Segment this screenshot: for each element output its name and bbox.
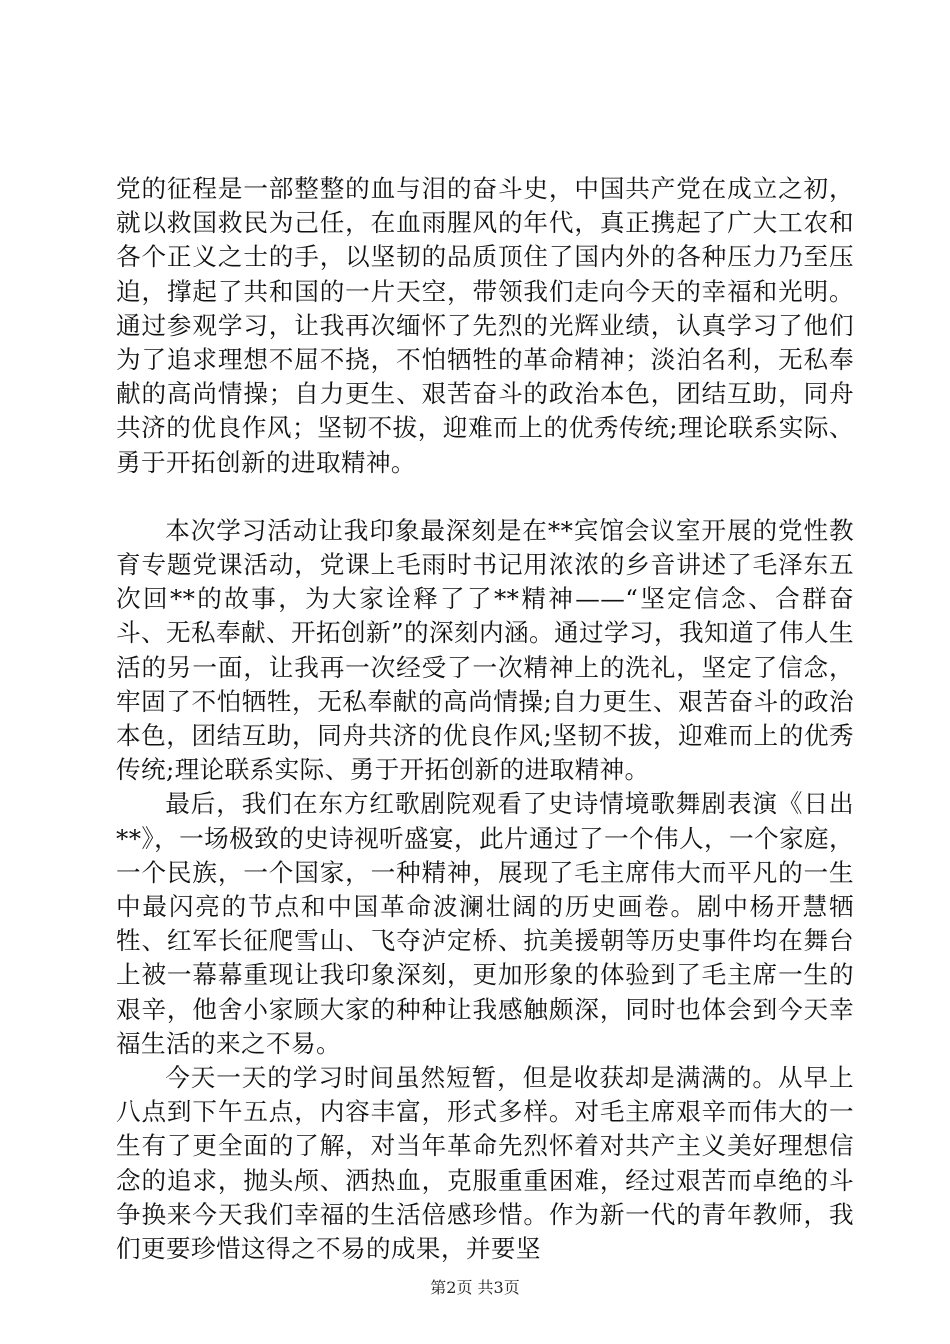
paragraph-3: 最后，我们在东方红歌剧院观看了史诗情境歌舞剧表演《日出**》，一场极致的史诗视听盛宴，此片通过了一个伟人，一个家庭，一个民族，一个国家，一种精神，展现了毛主席伟大而平凡的一生中最闪亮的节点和中国革命波澜壮阔的历史画卷。剧中杨开慧牺牲、红军长征爬雪山、飞夺泸定桥、抗美援朝等历史事件均在舞台上被一幕幕重现让我印象深刻，更加形象的体验到了毛主席一生的艰辛，他舍小家顾大家的种种让我感触颇深，同时也体会到今天幸福生活的来之不易。 xyxy=(116,789,854,1058)
paragraph-1: 党的征程是一部整整的血与泪的奋斗史，中国共产党在成立之初，就以救国救民为己任，在血雨腥风的年代，真正携起了广大工农和各个正义之士的手，以坚韧的品质顶住了国内外的各种压力乃至压迫，撑起了共和国的一片天空，带领我们走向今天的幸福和光明。通过参观学习，让我再次缅怀了先烈的光辉业绩，认真学习了他们为了追求理想不屈不挠，不怕牺牲的革命精神；淡泊名利，无私奉献的高尚情操；自力更生、艰苦奋斗的政治本色，团结互助，同舟共济的优良作风；坚韧不拔，迎难而上的优秀传统;理论联系实际、勇于开拓创新的进取精神。 xyxy=(116,174,854,477)
document-body xyxy=(116,172,854,1266)
paragraph-2: 本次学习活动让我印象最深刻是在**宾馆会议室开展的党性教育专题党课活动，党课上毛雨时书记用浓浓的乡音讲述了毛泽东五次回**的故事，为大家诠释了了**精神——“坚定信念、合群奋斗、无私奉献、开拓创新”的深刻内涵。通过学习，我知道了伟人生活的另一面，让我再一次经受了一次精神上的洗礼，坚定了信念，牢固了不怕牺牲，无私奉献的高尚情操;自力更生、艰苦奋斗的政治本色，团结互助，同舟共济的优良作风;坚韧不拔，迎难而上的优秀传统;理论联系实际、勇于开拓创新的进取精神。 xyxy=(116,515,854,785)
page-number-footer: 第2页 共3页 xyxy=(430,1278,520,1297)
paragraph-4: 今天一天的学习时间虽然短暂，但是收获却是满满的。从早上八点到下午五点，内容丰富，形式多样。对毛主席艰辛而伟大的一生有了更全面的了解，对当年革命先烈怀着对共产主义美好理想信念的追求，抛头颅、洒热血，克服重重困难，经过艰苦而卓绝的斗争换来今天我们幸福的生活倍感珍惜。作为新一代的青年教师，我们更要珍惜这得之不易的成果，并要坚 xyxy=(116,1063,854,1264)
